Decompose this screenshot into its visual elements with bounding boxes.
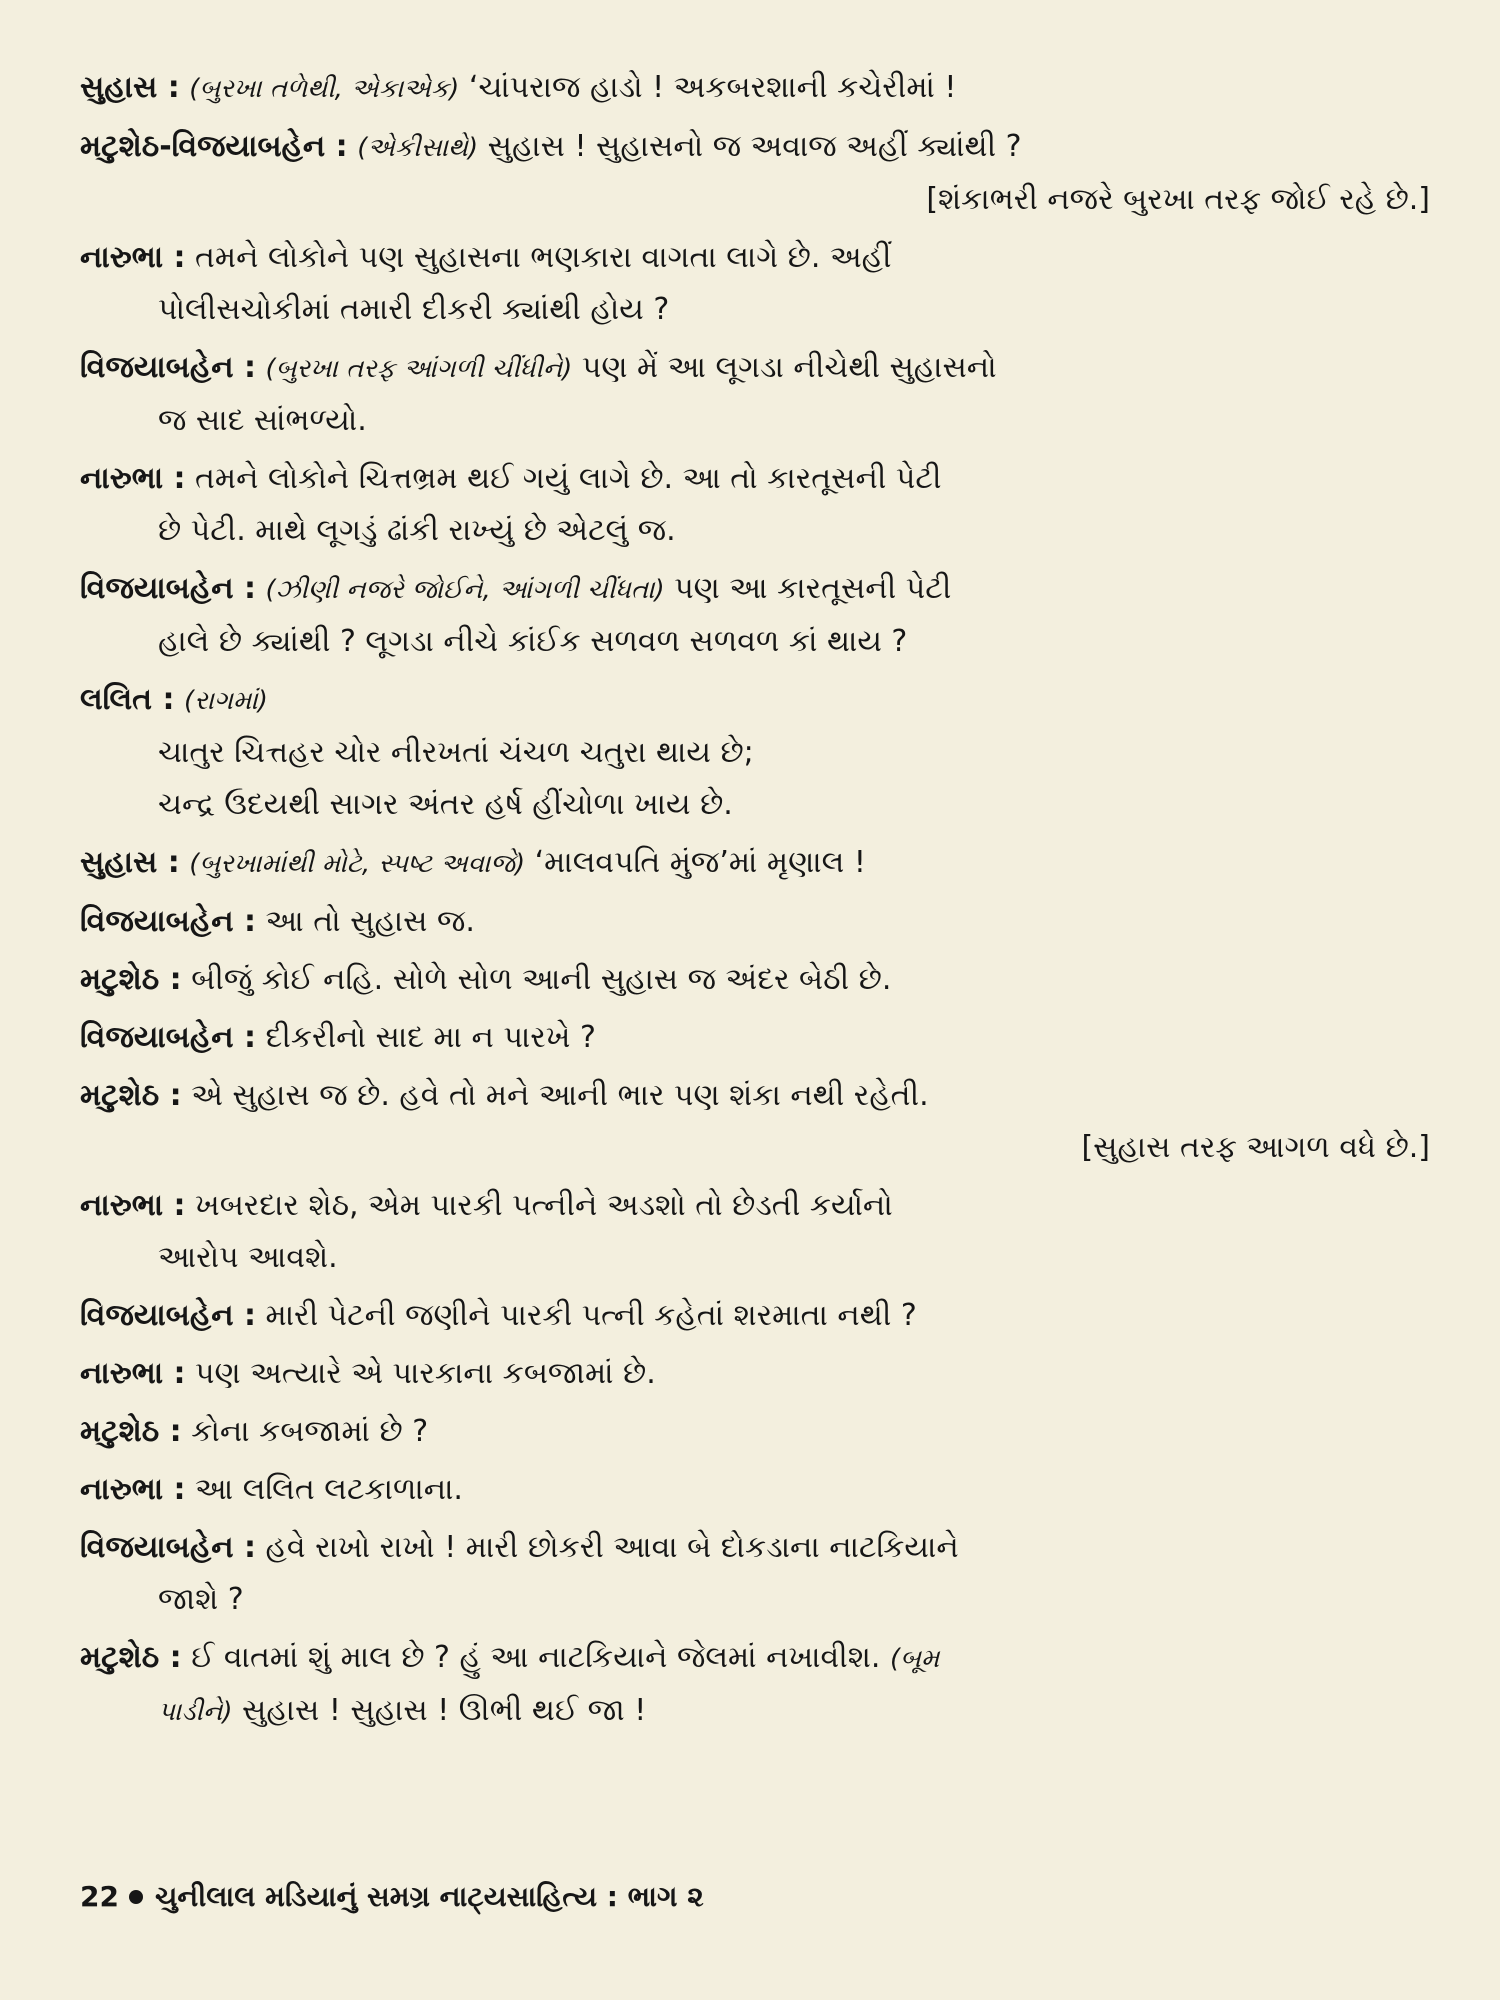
speaker-name: લલિત : — [80, 682, 175, 717]
page-body — [80, 62, 1450, 1738]
speaker-name: નારુભા : — [80, 1472, 186, 1507]
dialogue-line — [80, 1464, 1450, 1516]
stage-direction: (બુરખા તરફ આંગળી ચીંધીને) — [265, 354, 573, 384]
speaker-name: મટુશેઠ : — [80, 1414, 182, 1449]
page-number: 22 — [80, 1880, 119, 1913]
dialogue-line — [80, 1348, 1450, 1400]
speaker-name: નારુભા : — [80, 240, 186, 275]
continuation-line: છે પેટી. માથે લૂગડું ઢાંકી રાખ્યું છે એટલું જ. — [158, 513, 676, 548]
dialogue-line — [80, 1070, 1450, 1122]
stage-direction: (એકીસાથે) — [357, 133, 479, 163]
speaker-name: વિજયાબહેન : — [80, 571, 256, 606]
dialogue-text: પણ મેં આ લૂગડા નીચેથી સુહાસનો — [581, 350, 997, 385]
speaker-name: મટુશેઠ : — [80, 1640, 182, 1675]
dialogue-text: સુહાસ ! સુહાસ ! ઊભી થઈ જા ! — [242, 1693, 647, 1728]
dialogue-line — [80, 342, 1450, 395]
dialogue-text: કોના કબજામાં છે ? — [191, 1414, 429, 1449]
speaker-name: વિજયાબહેન : — [80, 1020, 256, 1055]
stage-direction: પાડીને) — [158, 1697, 233, 1727]
speaker-name: મટુશેઠ : — [80, 962, 182, 997]
continuation-line: હાલે છે ક્યાંથી ? લૂગડા નીચે કાંઈક સળવળ સળવળ કાં થાય ? — [158, 624, 908, 659]
speaker-name: મટુશેઠ-વિજયાબહેન : — [80, 129, 348, 164]
dialogue-line — [80, 674, 1450, 727]
bullet-icon — [129, 1890, 143, 1904]
dialogue-text: આ તો સુહાસ જ. — [265, 904, 475, 939]
dialogue-line — [80, 62, 1450, 115]
dialogue-line — [80, 954, 1450, 1006]
speaker-name: વિજયાબહેન : — [80, 350, 256, 385]
speaker-name: નારુભા : — [80, 1356, 186, 1391]
continuation-line: આરોપ આવશે. — [158, 1240, 338, 1275]
dialogue-text: તમને લોકોને પણ સુહાસના ભણકારા વાગતા લાગે છે. અહીં — [195, 240, 892, 275]
continuation-line: પોલીસચોકીમાં તમારી દીકરી ક્યાંથી હોય ? — [158, 292, 670, 327]
dialogue-text: દીકરીનો સાદ મા ન પારખે ? — [265, 1020, 596, 1055]
stage-direction: (રાગમાં) — [184, 686, 268, 716]
dialogue-text: પણ આ કારતૂસની પેટી — [674, 571, 952, 606]
dialogue-text: ‘ચાંપરાજ હાડો ! અકબરશાની કચેરીમાં ! — [468, 70, 957, 105]
continuation-line — [80, 1685, 1450, 1738]
continuation-line: જાશે ? — [158, 1582, 244, 1617]
dialogue-text: સુહાસ ! સુહાસનો જ અવાજ અહીં ક્યાંથી ? — [487, 129, 1022, 164]
dialogue-text: મારી પેટની જણીને પારકી પત્ની કહેતાં શરમાતા નથી ? — [265, 1298, 917, 1333]
dialogue-line — [80, 453, 1450, 505]
continuation-line: જ સાદ સાંભળ્યો. — [158, 403, 367, 438]
stage-direction-line: [શંકાભરી નજરે બુરખા તરફ જોઈ રહે છે.] — [926, 182, 1430, 217]
verse-line: ચાતુર ચિત્તહર ચોર નીરખતાં ચંચળ ચતુરા થાય છે; — [158, 735, 754, 770]
dialogue-text: ‘માલવપતિ મુંજ’માં મૃણાલ ! — [534, 845, 866, 880]
speaker-name: નારુભા : — [80, 461, 186, 496]
stage-direction: (બુરખામાંથી મોટે, સ્પષ્ટ અવાજે) — [189, 849, 526, 879]
speaker-name: સુહાસ : — [80, 70, 180, 105]
dialogue-text: ખબરદાર શેઠ, એમ પારકી પત્નીને અડશો તો છેડતી કર્યાનો — [195, 1188, 893, 1223]
dialogue-text: ઈ વાતમાં શું માલ છે ? હું આ નાટકિયાને જેલમાં નખાવીશ. — [191, 1640, 881, 1675]
dialogue-line — [80, 896, 1450, 948]
dialogue-line — [80, 1180, 1450, 1232]
speaker-name: વિજયાબહેન : — [80, 904, 256, 939]
dialogue-line — [80, 121, 1450, 174]
page-footer — [80, 1880, 704, 1914]
dialogue-line — [80, 1290, 1450, 1342]
dialogue-text: એ સુહાસ જ છે. હવે તો મને આની ભાર પણ શંકા નથી રહેતી. — [191, 1078, 929, 1113]
stage-direction: (બૂમ — [889, 1644, 940, 1674]
dialogue-text: પણ અત્યારે એ પારકાના કબજામાં છે. — [195, 1356, 656, 1391]
dialogue-text: આ લલિત લટકાળાના. — [195, 1472, 463, 1507]
speaker-name: નારુભા : — [80, 1188, 186, 1223]
dialogue-line — [80, 1522, 1450, 1574]
footer-title: ચુનીલાલ મડિયાનું સમગ્ર નાટ્યસાહિત્ય : ભાગ ૨ — [154, 1880, 704, 1913]
dialogue-line — [80, 1406, 1450, 1458]
dialogue-text: હવે રાખો રાખો ! મારી છોકરી આવા બે દોકડાના નાટકિયાને — [265, 1530, 959, 1565]
speaker-name: સુહાસ : — [80, 845, 180, 880]
dialogue-line — [80, 563, 1450, 616]
stage-direction: (બુરખા તળેથી, એકાએક) — [189, 74, 460, 104]
dialogue-line — [80, 837, 1450, 890]
dialogue-text: તમને લોકોને ચિત્તભ્રમ થઈ ગયું લાગે છે. આ તો કારતૂસની પેટી — [195, 461, 942, 496]
speaker-name: વિજયાબહેન : — [80, 1530, 256, 1565]
verse-line: ચન્દ્ર ઉદયથી સાગર અંતર હર્ષ હીંચોળા ખાય છે. — [158, 787, 733, 822]
dialogue-line — [80, 232, 1450, 284]
speaker-name: વિજયાબહેન : — [80, 1298, 256, 1333]
stage-direction-line: [સુહાસ તરફ આગળ વધે છે.] — [1081, 1130, 1430, 1165]
dialogue-text: બીજું કોઈ નહિ. સોળે સોળ આની સુહાસ જ અંદર બેઠી છે. — [191, 962, 892, 997]
dialogue-line — [80, 1632, 1450, 1685]
stage-direction: (ઝીણી નજરે જોઈને, આંગળી ચીંધતા) — [265, 575, 665, 605]
dialogue-line — [80, 1012, 1450, 1064]
speaker-name: મટુશેઠ : — [80, 1078, 182, 1113]
